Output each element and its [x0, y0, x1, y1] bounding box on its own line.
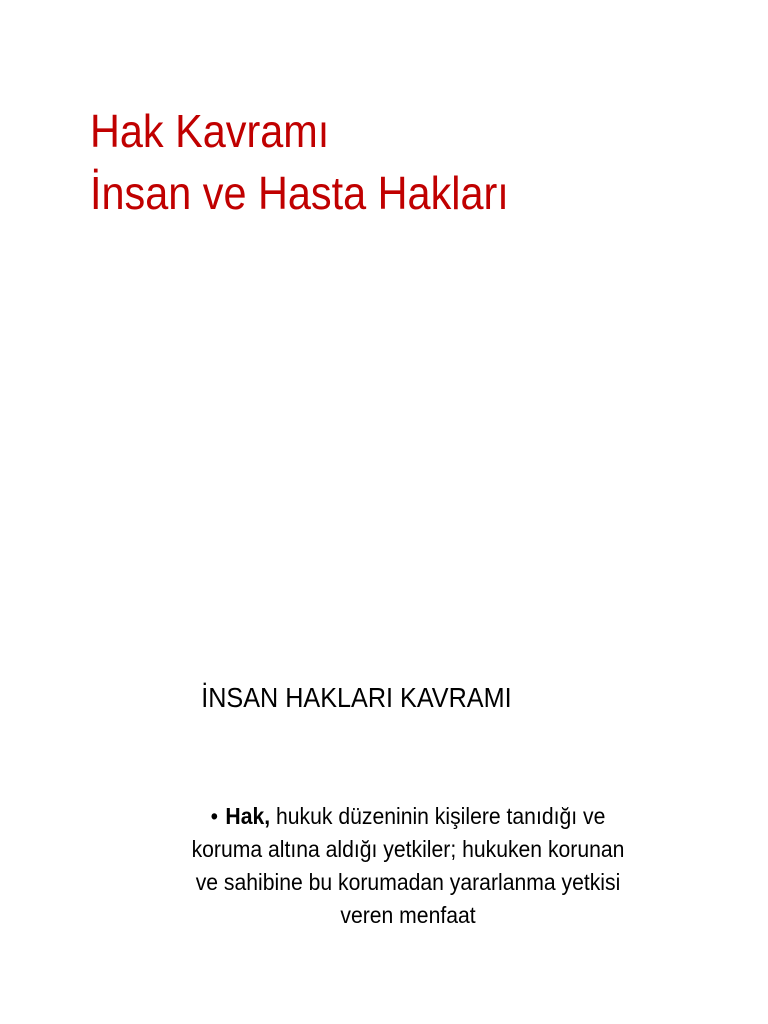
bullet-marker: •: [210, 803, 219, 829]
definition-bullet: [143, 800, 673, 932]
section-heading: İNSAN HAKLARI KAVRAMI: [201, 682, 512, 713]
bullet-first-line: [143, 800, 673, 833]
title-line-1: Hak Kavramı: [90, 105, 330, 157]
bullet-term: Hak,: [225, 803, 271, 829]
bullet-text-line-2: koruma altına aldığı yetkiler; hukuken korunan: [191, 836, 625, 862]
slide-title: [90, 100, 509, 224]
bullet-text-line-3: ve sahibine bu korumadan yararlanma yetkisi: [195, 869, 621, 895]
bullet-text-line-4: veren menfaat: [340, 902, 476, 928]
bullet-text-line-1: hukuk düzeninin kişilere tanıdığı ve: [275, 803, 606, 829]
title-line-2: İnsan ve Hasta Hakları: [90, 167, 509, 219]
